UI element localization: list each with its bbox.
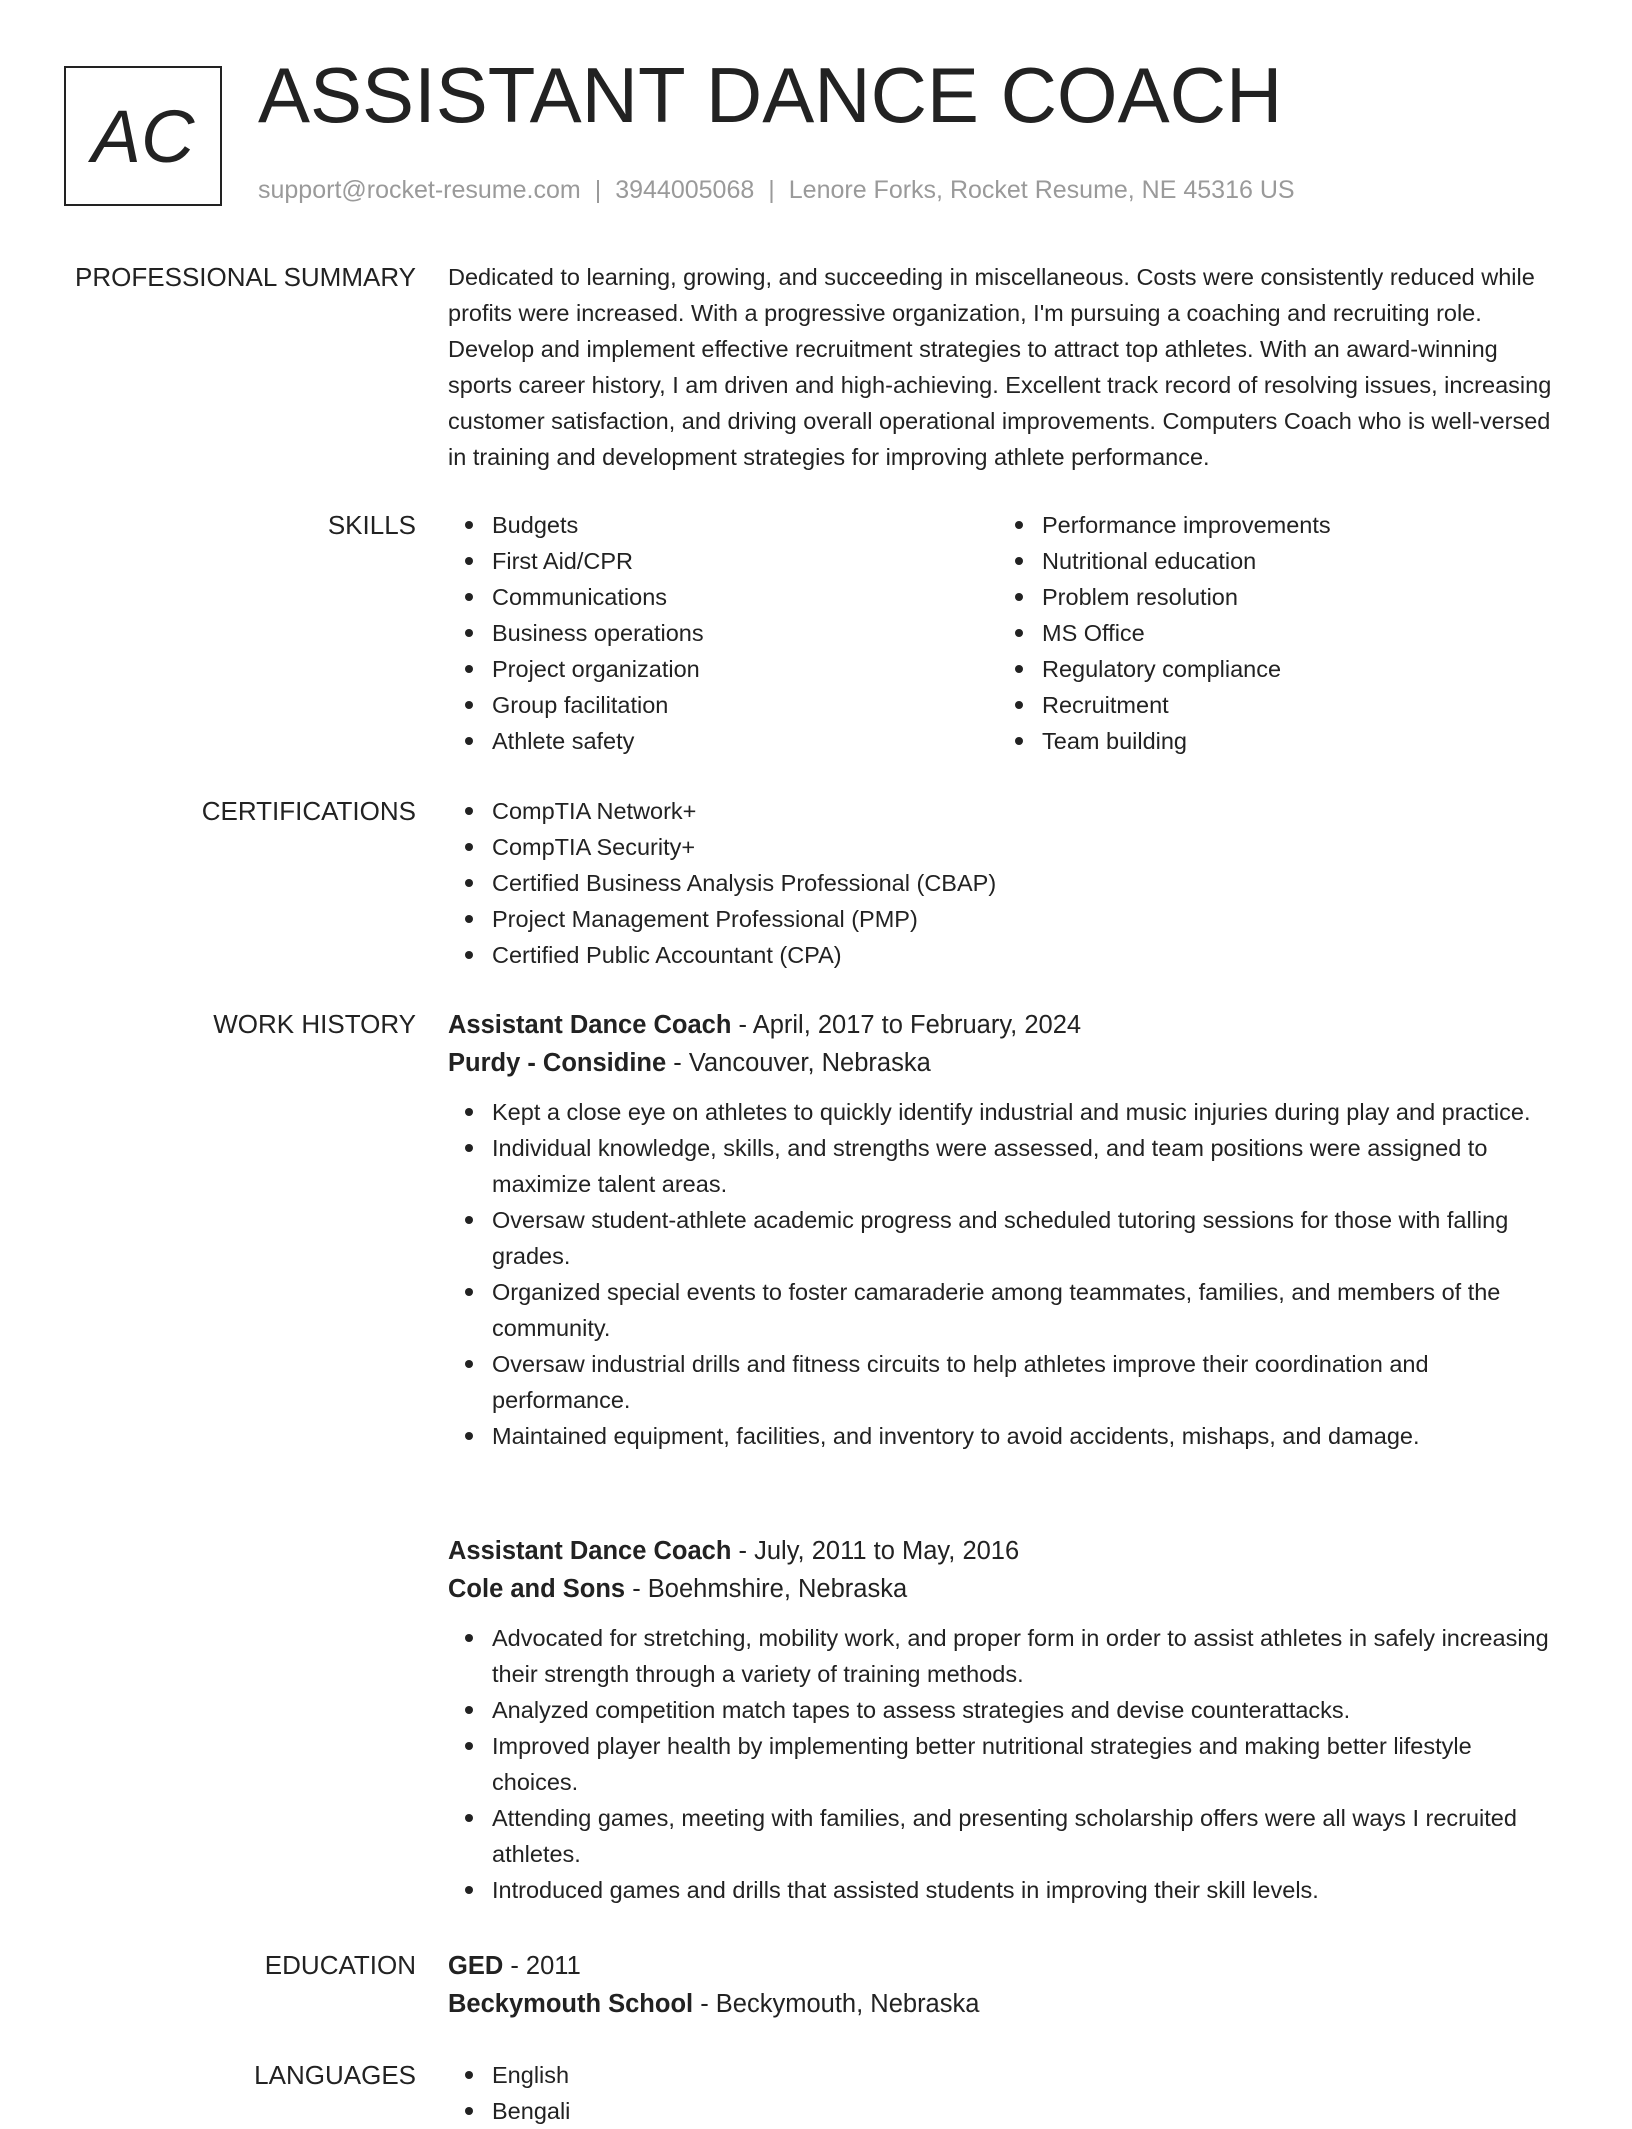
job-title: Assistant Dance Coach — [448, 1537, 732, 1565]
contact-separator: | — [768, 176, 775, 204]
education-degree-line — [448, 1947, 1560, 1985]
contact-line — [258, 176, 1295, 205]
education-heading: EDUCATION — [264, 1950, 416, 1980]
work-history-heading: WORK HISTORY — [213, 1009, 416, 1039]
certifications-body — [448, 793, 1560, 973]
job-bullet: Improved player health by implementing better nutritional strategies and making better lifestyle choices. — [448, 1728, 1560, 1800]
summary-text: Dedicated to learning, growing, and succeeding in miscellaneous. Costs were consistently reduced while profits were increased. With a progressive organization, I'm pursuing a coaching and recruiting role. Develop and implement effective recruitment strategies to attract top athletes. With an award-winning sports career history, I am driven and high-achieving. Excellent track record of resolving issues, increasing customer satisfaction, and driving overall operational improvements. Computers Coach who is well-versed in training and development strategies for improving athlete performance. — [448, 264, 1552, 470]
skill-item: Performance improvements — [998, 507, 1548, 543]
job-location: - Boehmshire, Nebraska — [625, 1575, 908, 1603]
skills-column-left — [448, 507, 998, 759]
job-location: - Vancouver, Nebraska — [666, 1049, 931, 1077]
job-bullet: Introduced games and drills that assisted students in improving their skill levels. — [448, 1872, 1560, 1908]
summary-heading: PROFESSIONAL SUMMARY — [75, 262, 416, 292]
skills-column-right — [998, 507, 1548, 759]
education-school: Beckymouth School — [448, 1990, 694, 2018]
certification-item: Project Management Professional (PMP) — [448, 901, 1560, 937]
job-company: Purdy - Considine — [448, 1049, 667, 1077]
language-item: English — [448, 2057, 1560, 2093]
job-dates: - April, 2017 to February, 2024 — [731, 1011, 1082, 1039]
job-bullet: Maintained equipment, facilities, and inventory to avoid accidents, mishaps, and damage. — [448, 1418, 1560, 1454]
job-title: Assistant Dance Coach — [448, 1011, 732, 1039]
certification-item: Certified Public Accountant (CPA) — [448, 937, 1560, 973]
job-bullets — [448, 1094, 1560, 1454]
skill-item: Nutritional education — [998, 543, 1548, 579]
job-bullet: Organized special events to foster camaraderie among teammates, families, and members of the community. — [448, 1274, 1560, 1346]
education-degree: GED — [448, 1952, 504, 1980]
job-bullet: Oversaw student-athlete academic progress and scheduled tutoring sessions for those with falling grades. — [448, 1202, 1560, 1274]
contact-email: support@rocket-resume.com — [258, 176, 581, 204]
job-entry — [448, 1532, 1560, 1908]
skill-item: Regulatory compliance — [998, 651, 1548, 687]
skill-item: Team building — [998, 723, 1548, 759]
languages-body — [448, 2057, 1560, 2129]
job-entry — [448, 1006, 1560, 1454]
skill-item: MS Office — [998, 615, 1548, 651]
job-bullets — [448, 1620, 1560, 1908]
skills-heading: SKILLS — [327, 510, 416, 540]
job-company: Cole and Sons — [448, 1575, 626, 1603]
job-bullet: Advocated for stretching, mobility work, and proper form in order to assist athletes in safely increasing their strength through a variety of training methods. — [448, 1620, 1560, 1692]
job-title-line — [448, 1532, 1560, 1570]
language-item: Bengali — [448, 2093, 1560, 2129]
job-bullet: Attending games, meeting with families, and presenting scholarship offers were all ways I recruited athletes. — [448, 1800, 1560, 1872]
job-bullet: Kept a close eye on athletes to quickly identify industrial and music injuries during play and practice. — [448, 1094, 1560, 1130]
skill-item: First Aid/CPR — [448, 543, 998, 579]
languages-list — [448, 2057, 1560, 2129]
education-school-line — [448, 1985, 1560, 2023]
contact-phone: 3944005068 — [615, 176, 755, 204]
education-year: - 2011 — [503, 1952, 581, 1980]
languages-heading: LANGUAGES — [254, 2060, 416, 2090]
resume-title: ASSISTANT DANCE COACH — [258, 51, 1283, 139]
education-location: - Beckymouth, Nebraska — [693, 1990, 980, 2018]
skill-item: Athlete safety — [448, 723, 998, 759]
certifications-list — [448, 793, 1560, 973]
initials-monogram — [64, 66, 222, 206]
job-bullet: Individual knowledge, skills, and strengths were assessed, and team positions were assigned to maximize talent areas. — [448, 1130, 1560, 1202]
skill-item: Project organization — [448, 651, 998, 687]
certification-item: Certified Business Analysis Professional (CBAP) — [448, 865, 1560, 901]
education-body — [448, 1947, 1560, 2023]
skill-item: Recruitment — [998, 687, 1548, 723]
skill-item: Group facilitation — [448, 687, 998, 723]
job-dates: - July, 2011 to May, 2016 — [731, 1537, 1020, 1565]
job-title-line — [448, 1006, 1560, 1044]
job-bullet: Analyzed competition match tapes to assess strategies and devise counterattacks. — [448, 1692, 1560, 1728]
contact-address: Lenore Forks, Rocket Resume, NE 45316 US — [788, 176, 1295, 204]
job-company-line — [448, 1570, 1560, 1608]
skill-item: Business operations — [448, 615, 998, 651]
skill-item: Budgets — [448, 507, 998, 543]
initials-text: AC — [91, 94, 195, 178]
contact-separator: | — [594, 176, 602, 204]
certification-item: CompTIA Network+ — [448, 793, 1560, 829]
summary-body — [448, 259, 1560, 475]
certifications-heading: CERTIFICATIONS — [201, 796, 416, 826]
skills-list — [448, 507, 1560, 759]
work-history-body-2 — [448, 1532, 1560, 1908]
job-company-line — [448, 1044, 1560, 1082]
skill-item: Problem resolution — [998, 579, 1548, 615]
work-history-body — [448, 1006, 1560, 1454]
certification-item: CompTIA Security+ — [448, 829, 1560, 865]
job-bullet: Oversaw industrial drills and fitness circuits to help athletes improve their coordination and performance. — [448, 1346, 1560, 1418]
skill-item: Communications — [448, 579, 998, 615]
